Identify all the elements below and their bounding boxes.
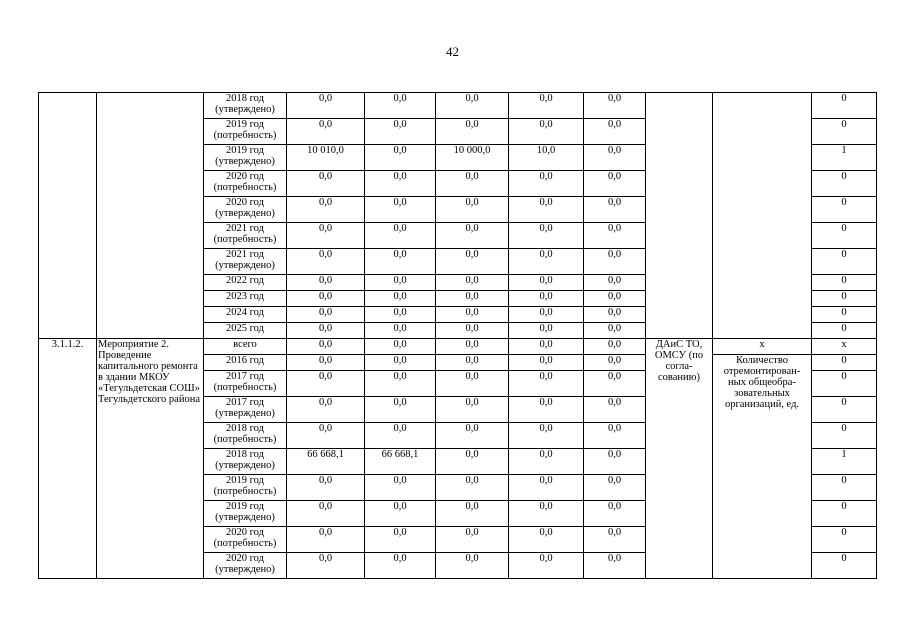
result-cell: 0: [812, 223, 877, 249]
value-cell: 66 668,1: [365, 449, 436, 475]
value-cell: 0,0: [436, 119, 509, 145]
year-cell: всего: [204, 339, 287, 355]
value-cell: 0,0: [365, 323, 436, 339]
value-cell: 0,0: [584, 145, 646, 171]
year-cell: 2021 год (утверждено): [204, 249, 287, 275]
value-cell: 0,0: [509, 323, 584, 339]
value-cell: 0,0: [584, 355, 646, 371]
value-cell: 0,0: [584, 339, 646, 355]
value-cell: 0,0: [287, 527, 365, 553]
year-cell: 2023 год: [204, 291, 287, 307]
value-cell: 0,0: [365, 355, 436, 371]
value-cell: 0,0: [509, 119, 584, 145]
year-cell: 2016 год: [204, 355, 287, 371]
value-cell: 0,0: [436, 307, 509, 323]
value-cell: 0,0: [287, 339, 365, 355]
value-cell: 0,0: [287, 371, 365, 397]
result-cell: 0: [812, 93, 877, 119]
value-cell: 0,0: [584, 249, 646, 275]
indicator-total-cell: х: [713, 339, 812, 355]
indicator-name-cell: Количество отремонтирован- ных общеобра- зовательных организаций, ед.: [713, 355, 812, 579]
value-cell: 10,0: [509, 145, 584, 171]
value-cell: 0,0: [287, 553, 365, 579]
year-cell: 2025 год: [204, 323, 287, 339]
result-cell: 0: [812, 197, 877, 223]
value-cell: 0,0: [509, 307, 584, 323]
value-cell: 0,0: [436, 323, 509, 339]
value-cell: 0,0: [436, 527, 509, 553]
budget-table: [38, 92, 877, 579]
result-cell: 0: [812, 423, 877, 449]
executor-cell: ДАиС ТО, ОМСУ (по согла- сованию): [646, 339, 713, 579]
result-cell: 1: [812, 449, 877, 475]
value-cell: 0,0: [584, 119, 646, 145]
value-cell: 0,0: [287, 171, 365, 197]
value-cell: 0,0: [584, 501, 646, 527]
table-row: [39, 93, 877, 119]
measure-name: Мероприятие 2. Проведение капитального ремонта в здании МКОУ «Тегульдетская СОШ» Тегульдетского района: [97, 339, 204, 579]
value-cell: 10 000,0: [436, 145, 509, 171]
value-cell: 0,0: [436, 501, 509, 527]
value-cell: 0,0: [584, 371, 646, 397]
value-cell: 0,0: [365, 223, 436, 249]
code-cell-empty: [39, 93, 97, 339]
value-cell: 0,0: [509, 249, 584, 275]
value-cell: 0,0: [287, 249, 365, 275]
result-cell: 0: [812, 171, 877, 197]
value-cell: 0,0: [584, 397, 646, 423]
value-cell: 0,0: [509, 355, 584, 371]
value-cell: 0,0: [287, 119, 365, 145]
result-cell: 0: [812, 397, 877, 423]
value-cell: 0,0: [584, 197, 646, 223]
value-cell: 0,0: [365, 249, 436, 275]
result-cell: 0: [812, 323, 877, 339]
result-cell: 0: [812, 307, 877, 323]
value-cell: 0,0: [365, 527, 436, 553]
result-cell: 0: [812, 475, 877, 501]
value-cell: 0,0: [436, 397, 509, 423]
value-cell: 0,0: [584, 275, 646, 291]
value-cell: 0,0: [584, 93, 646, 119]
value-cell: 0,0: [365, 307, 436, 323]
value-cell: 0,0: [365, 93, 436, 119]
value-cell: 0,0: [584, 423, 646, 449]
year-cell: 2022 год: [204, 275, 287, 291]
year-cell: 2019 год (утверждено): [204, 145, 287, 171]
value-cell: 0,0: [365, 501, 436, 527]
year-cell: 2019 год (утверждено): [204, 501, 287, 527]
year-cell: 2017 год (потребность): [204, 371, 287, 397]
value-cell: 0,0: [287, 197, 365, 223]
value-cell: 0,0: [287, 501, 365, 527]
value-cell: 10 010,0: [287, 145, 365, 171]
value-cell: 0,0: [436, 223, 509, 249]
value-cell: 0,0: [509, 223, 584, 249]
value-cell: 0,0: [287, 397, 365, 423]
value-cell: 66 668,1: [287, 449, 365, 475]
value-cell: 0,0: [287, 223, 365, 249]
year-cell: 2018 год (утверждено): [204, 449, 287, 475]
result-cell: х: [812, 339, 877, 355]
value-cell: 0,0: [365, 145, 436, 171]
year-cell: 2020 год (потребность): [204, 527, 287, 553]
value-cell: 0,0: [436, 475, 509, 501]
value-cell: 0,0: [365, 339, 436, 355]
value-cell: 0,0: [436, 371, 509, 397]
value-cell: 0,0: [509, 501, 584, 527]
result-cell: 0: [812, 371, 877, 397]
year-cell: 2018 год (потребность): [204, 423, 287, 449]
value-cell: 0,0: [509, 171, 584, 197]
value-cell: 0,0: [584, 307, 646, 323]
value-cell: 0,0: [509, 449, 584, 475]
value-cell: 0,0: [584, 291, 646, 307]
value-cell: 0,0: [509, 397, 584, 423]
value-cell: 0,0: [584, 171, 646, 197]
value-cell: 0,0: [365, 475, 436, 501]
value-cell: 0,0: [365, 423, 436, 449]
year-cell: 2019 год (потребность): [204, 475, 287, 501]
value-cell: 0,0: [584, 323, 646, 339]
value-cell: 0,0: [365, 197, 436, 223]
value-cell: 0,0: [436, 93, 509, 119]
value-cell: 0,0: [287, 291, 365, 307]
value-cell: 0,0: [365, 371, 436, 397]
value-cell: 0,0: [509, 339, 584, 355]
value-cell: 0,0: [509, 197, 584, 223]
value-cell: 0,0: [287, 93, 365, 119]
value-cell: 0,0: [365, 119, 436, 145]
value-cell: 0,0: [436, 171, 509, 197]
value-cell: 0,0: [509, 527, 584, 553]
value-cell: 0,0: [509, 93, 584, 119]
value-cell: 0,0: [584, 223, 646, 249]
value-cell: 0,0: [287, 307, 365, 323]
value-cell: 0,0: [436, 423, 509, 449]
result-cell: 0: [812, 275, 877, 291]
year-cell: 2020 год (утверждено): [204, 197, 287, 223]
table-body: [39, 93, 877, 579]
year-cell: 2019 год (потребность): [204, 119, 287, 145]
value-cell: 0,0: [365, 291, 436, 307]
value-cell: 0,0: [436, 249, 509, 275]
year-cell: 2017 год (утверждено): [204, 397, 287, 423]
value-cell: 0,0: [436, 553, 509, 579]
value-cell: 0,0: [436, 275, 509, 291]
measure-code: 3.1.1.2.: [39, 339, 97, 579]
value-cell: 0,0: [365, 397, 436, 423]
value-cell: 0,0: [584, 527, 646, 553]
value-cell: 0,0: [509, 475, 584, 501]
value-cell: 0,0: [287, 423, 365, 449]
value-cell: 0,0: [436, 339, 509, 355]
value-cell: 0,0: [436, 291, 509, 307]
executor-cell-empty: [646, 93, 713, 339]
value-cell: 0,0: [584, 553, 646, 579]
value-cell: 0,0: [584, 449, 646, 475]
year-cell: 2020 год (потребность): [204, 171, 287, 197]
value-cell: 0,0: [287, 475, 365, 501]
result-cell: 0: [812, 355, 877, 371]
page-number: 42: [446, 44, 459, 59]
result-cell: 0: [812, 553, 877, 579]
value-cell: 0,0: [287, 323, 365, 339]
result-cell: 0: [812, 501, 877, 527]
value-cell: 0,0: [509, 291, 584, 307]
value-cell: 0,0: [509, 371, 584, 397]
result-cell: 0: [812, 527, 877, 553]
value-cell: 0,0: [436, 355, 509, 371]
value-cell: 0,0: [509, 423, 584, 449]
year-cell: 2020 год (утверждено): [204, 553, 287, 579]
value-cell: 0,0: [436, 197, 509, 223]
year-cell: 2018 год (утверждено): [204, 93, 287, 119]
result-cell: 0: [812, 291, 877, 307]
value-cell: 0,0: [287, 355, 365, 371]
result-cell: 0: [812, 249, 877, 275]
result-cell: 0: [812, 119, 877, 145]
value-cell: 0,0: [365, 275, 436, 291]
value-cell: 0,0: [365, 171, 436, 197]
result-cell: 1: [812, 145, 877, 171]
indicator-cell-empty: [713, 93, 812, 339]
value-cell: 0,0: [584, 475, 646, 501]
value-cell: 0,0: [509, 275, 584, 291]
value-cell: 0,0: [365, 553, 436, 579]
table-row: [39, 339, 877, 355]
value-cell: 0,0: [287, 275, 365, 291]
year-cell: 2021 год (потребность): [204, 223, 287, 249]
name-cell-empty: [97, 93, 204, 339]
value-cell: 0,0: [436, 449, 509, 475]
value-cell: 0,0: [509, 553, 584, 579]
year-cell: 2024 год: [204, 307, 287, 323]
